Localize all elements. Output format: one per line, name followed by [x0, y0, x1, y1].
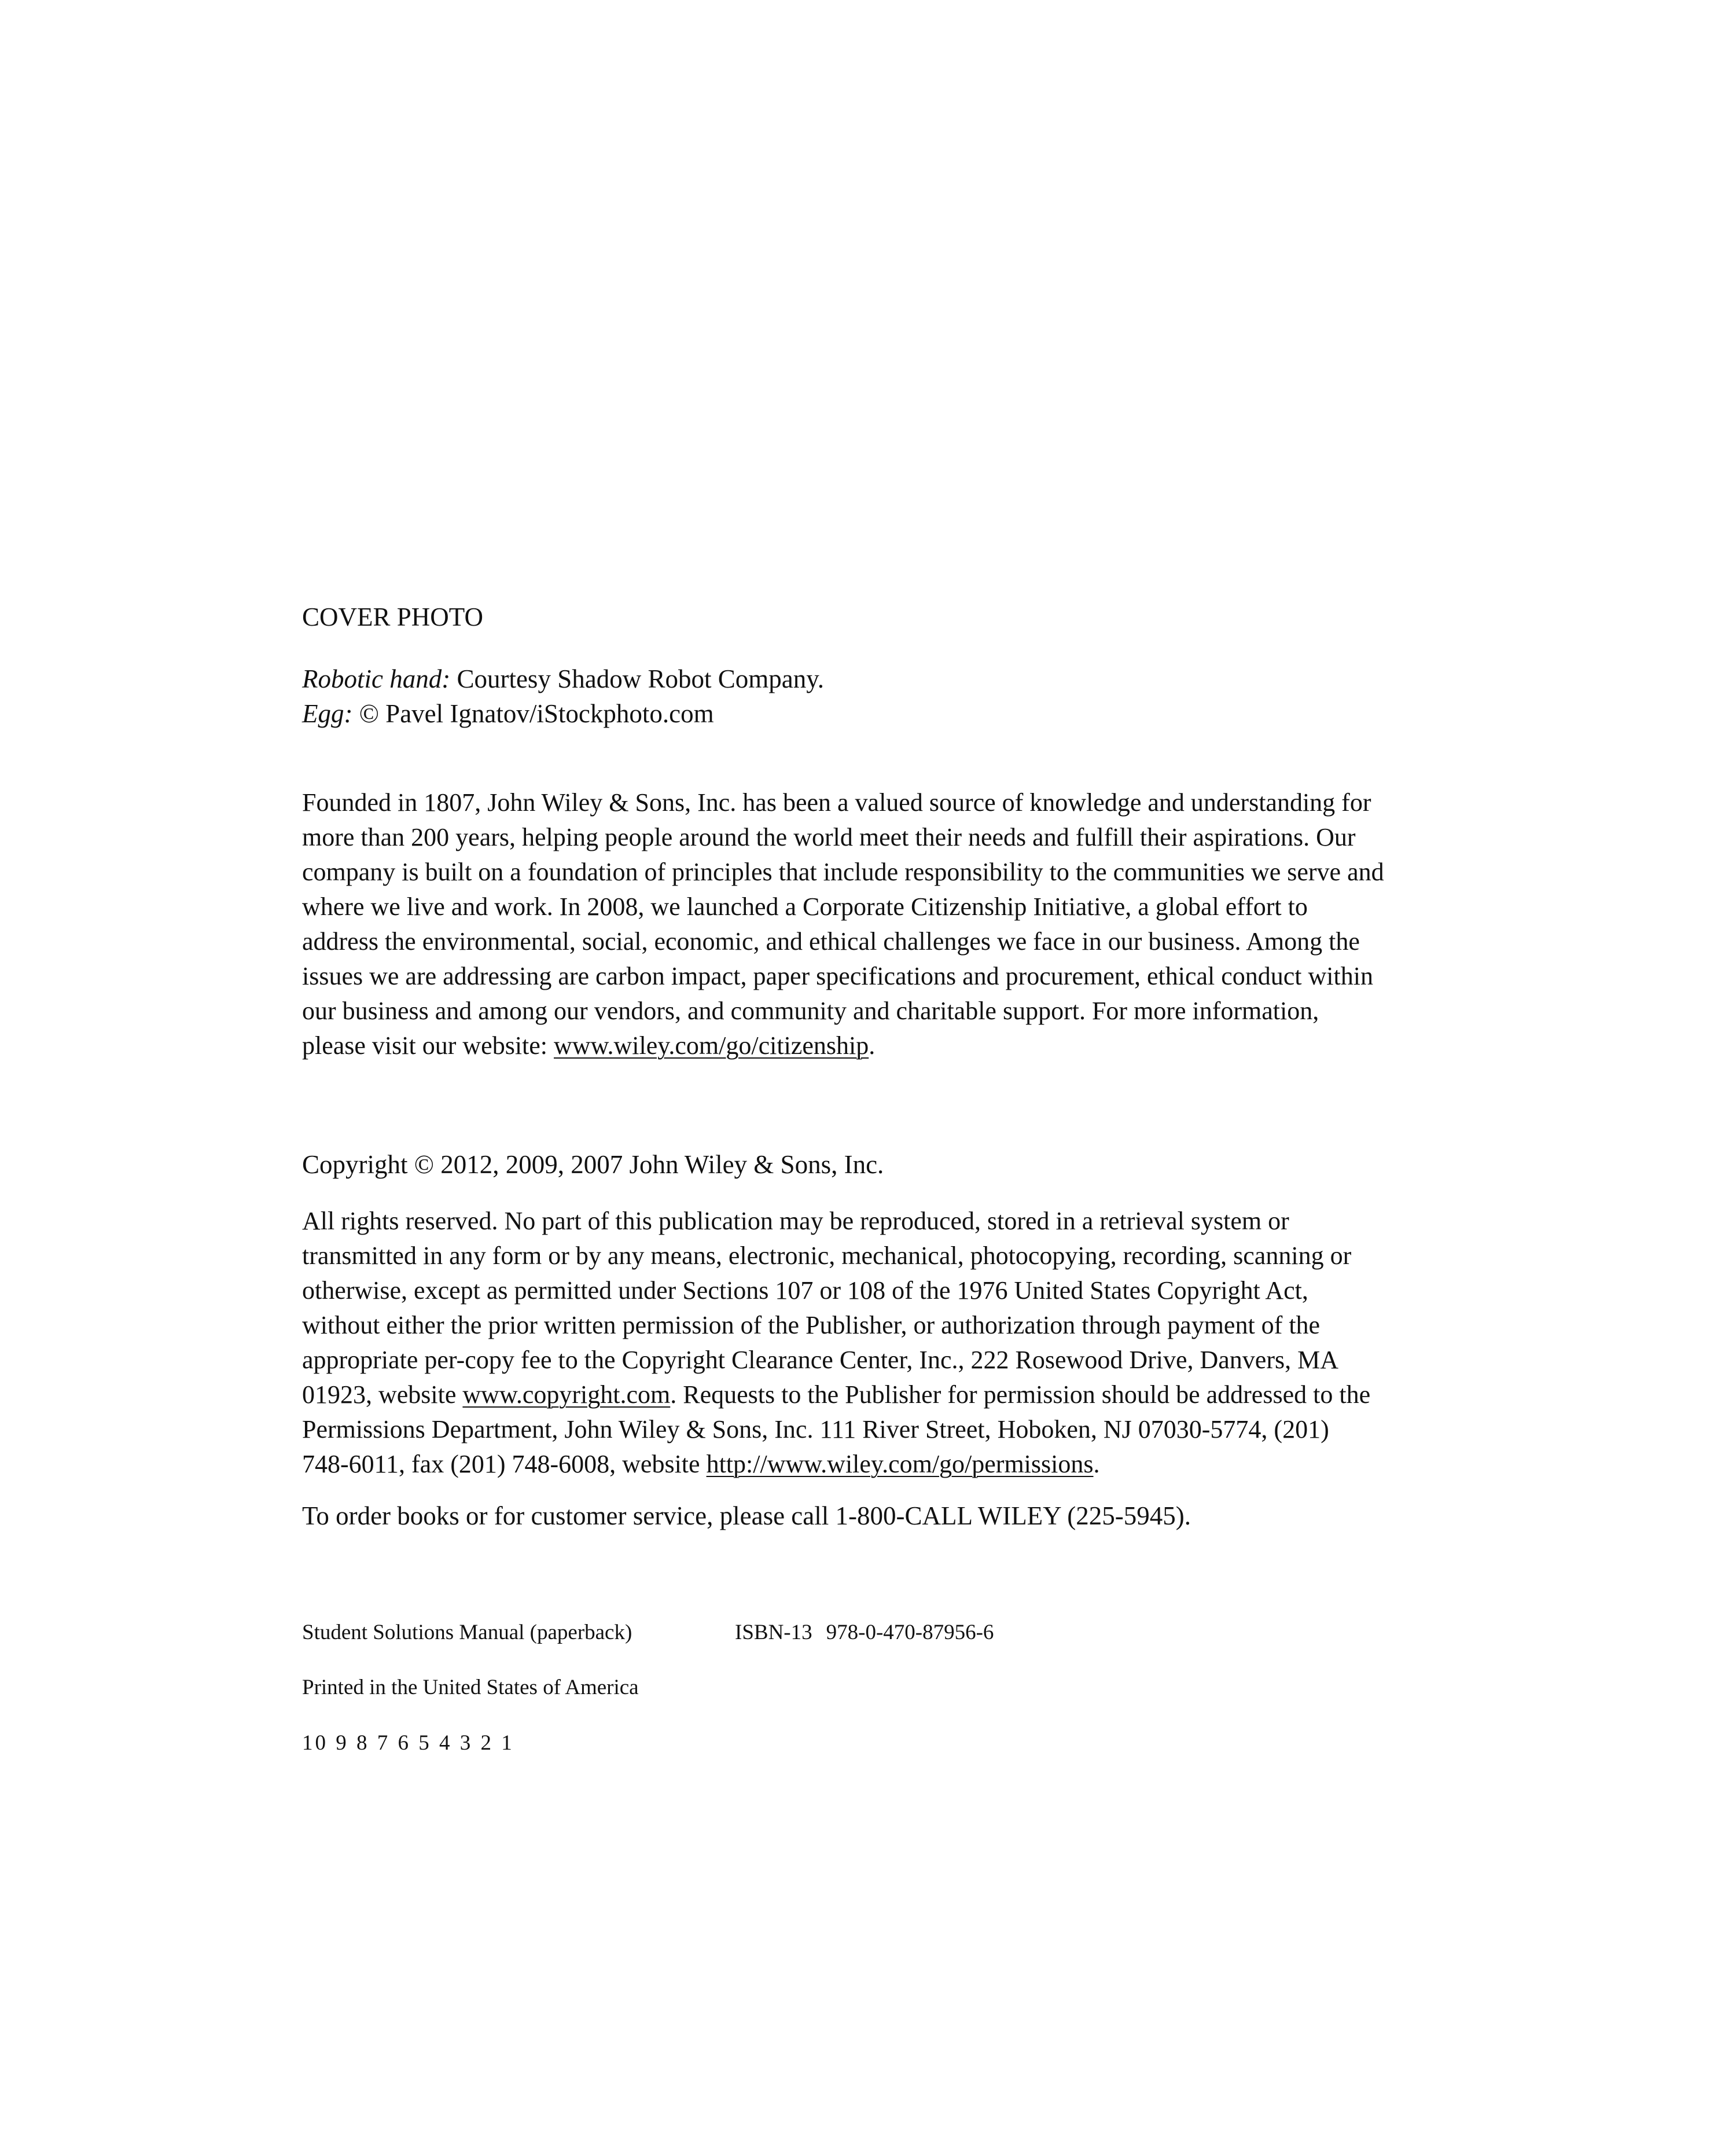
- about-line: more than 200 years, helping people around the world meet their needs and fulfill their aspirations. Our: [302, 823, 1356, 851]
- about-line: company is built on a foundation of principles that include responsibility to the communities we serve and: [302, 858, 1384, 886]
- rights-line: Permissions Department, John Wiley & Sons, Inc. 111 River Street, Hoboken, NJ 07030-5774, (201): [302, 1415, 1329, 1443]
- about-line: Founded in 1807, John Wiley & Sons, Inc. has been a valued source of knowledge and understanding for: [302, 788, 1371, 817]
- about-line: where we live and work. In 2008, we launched a Corporate Citizenship Initiative, a global effort to: [302, 892, 1308, 921]
- copyright-line: Copyright © 2012, 2009, 2007 John Wiley & Sons, Inc.: [302, 1150, 884, 1179]
- print-run-numbers: 10 9 8 7 6 5 4 3 2 1: [302, 1731, 514, 1755]
- copyright-com-link[interactable]: www.copyright.com: [462, 1380, 671, 1409]
- about-line: issues we are addressing are carbon impact, paper specifications and procurement, ethical conduct within: [302, 962, 1373, 990]
- printed-text: Printed in the United States of America: [302, 1676, 639, 1699]
- rights-line: otherwise, except as permitted under Sections 107 or 108 of the 1976 United States Copyright Act,: [302, 1276, 1308, 1305]
- edition-label: Student Solutions Manual (paperback): [302, 1621, 632, 1644]
- isbn-label: ISBN-13: [735, 1621, 812, 1644]
- credit-label-robotic-hand: Robotic hand:: [302, 664, 451, 693]
- permissions-link[interactable]: http://www.wiley.com/go/permissions: [706, 1450, 1094, 1478]
- isbn-number: 978-0-470-87956-6: [826, 1621, 994, 1644]
- credit-text-robotic-hand: Courtesy Shadow Robot Company.: [450, 664, 825, 693]
- credit-label-egg: Egg:: [302, 699, 353, 728]
- rights-line-website: 01923, website www.copyright.com. Requests to the Publisher for permission should be addressed to the: [302, 1380, 1371, 1409]
- order-text: To order books or for customer service, please call 1-800-CALL WILEY (225-5945).: [302, 1501, 1191, 1530]
- cover-photo-heading: COVER PHOTO: [302, 603, 483, 631]
- about-line-last: please visit our website: www.wiley.com/go/citizenship.: [302, 1031, 876, 1060]
- rights-line: transmitted in any form or by any means, electronic, mechanical, photocopying, recording, scanning or: [302, 1241, 1352, 1270]
- isbn-info: [735, 1622, 994, 1643]
- about-line: our business and among our vendors, and community and charitable support. For more information,: [302, 997, 1319, 1025]
- rights-line-permissions: 748-6011, fax (201) 748-6008, website http://www.wiley.com/go/permissions.: [302, 1450, 1100, 1478]
- about-line: address the environmental, social, economic, and ethical challenges we face in our business. Among the: [302, 927, 1360, 956]
- rights-line: appropriate per-copy fee to the Copyright Clearance Center, Inc., 222 Rosewood Drive, Danvers, MA: [302, 1346, 1339, 1374]
- rights-line: All rights reserved. No part of this publication may be reproduced, stored in a retrieval system or: [302, 1207, 1289, 1235]
- citizenship-link[interactable]: www.wiley.com/go/citizenship: [554, 1031, 869, 1060]
- credit-text-egg: © Pavel Ignatov/iStockphoto.com: [352, 699, 714, 728]
- rights-line: without either the prior written permission of the Publisher, or authorization through payment of the: [302, 1311, 1321, 1339]
